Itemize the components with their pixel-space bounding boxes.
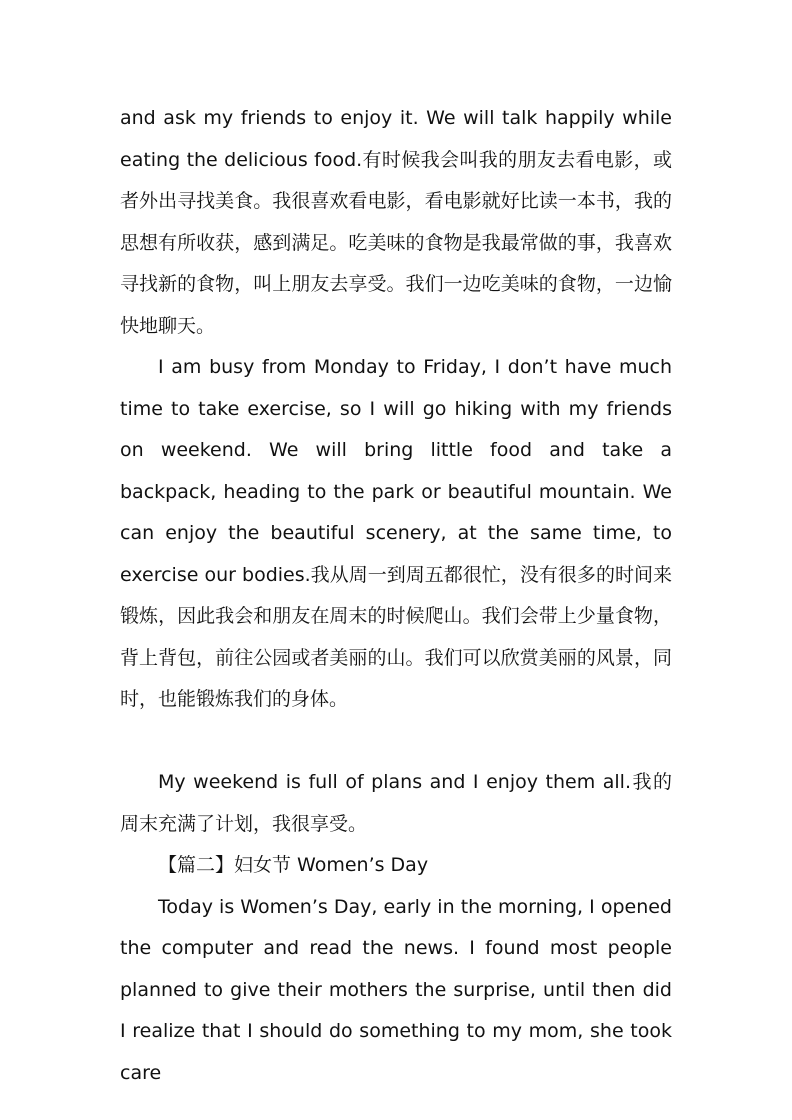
- paragraph-weekend-summary: My weekend is full of plans and I enjoy them all.我的周末充满了计划，我很享受。: [120, 771, 672, 835]
- paragraph-spacer: [120, 721, 672, 763]
- paragraph-womens-day: Today is Women’s Day, early in the morning, I opened the computer and read the news. I found most people planned to give their mothers the surprise, until then did I realize that I should do something to my mom, she took care: [120, 895, 672, 1084]
- paragraph-weekend-hiking: I am busy from Monday to Friday, I don’t have much time to take exercise, so I will go hiking with my friends on weekend. We will bring little food and take a backpack, heading to the park or beautiful mountain. We can enjoy the beautiful scenery, at the same time, to exercise our bodies.我从周一到周五都很忙，没有很多的时间来锻炼，因此我会和朋友在周末的时候爬山。我们会带上少量食物，背上背包，前往公园或者美丽的山。我们可以欣赏美丽的风景，同时，也能锻炼我们的身体。: [120, 356, 672, 710]
- section-heading-womens-day: 【篇二】妇女节 Women’s Day: [158, 854, 429, 876]
- paragraph-weekend-food: and ask my friends to enjoy it. We will talk happily while eating the delicious food.有时候我会叫我的朋友去看电影，或者外出寻找美食。我很喜欢看电影，看电影就好比读一本书，我的思想有所收获，感到满足。吃美味的食物是我最常做的事，我喜欢寻找新的食物，叫上朋友去享受。我们一边吃美味的食物，一边愉快地聊天。: [120, 107, 672, 337]
- document-body: [120, 98, 672, 1094]
